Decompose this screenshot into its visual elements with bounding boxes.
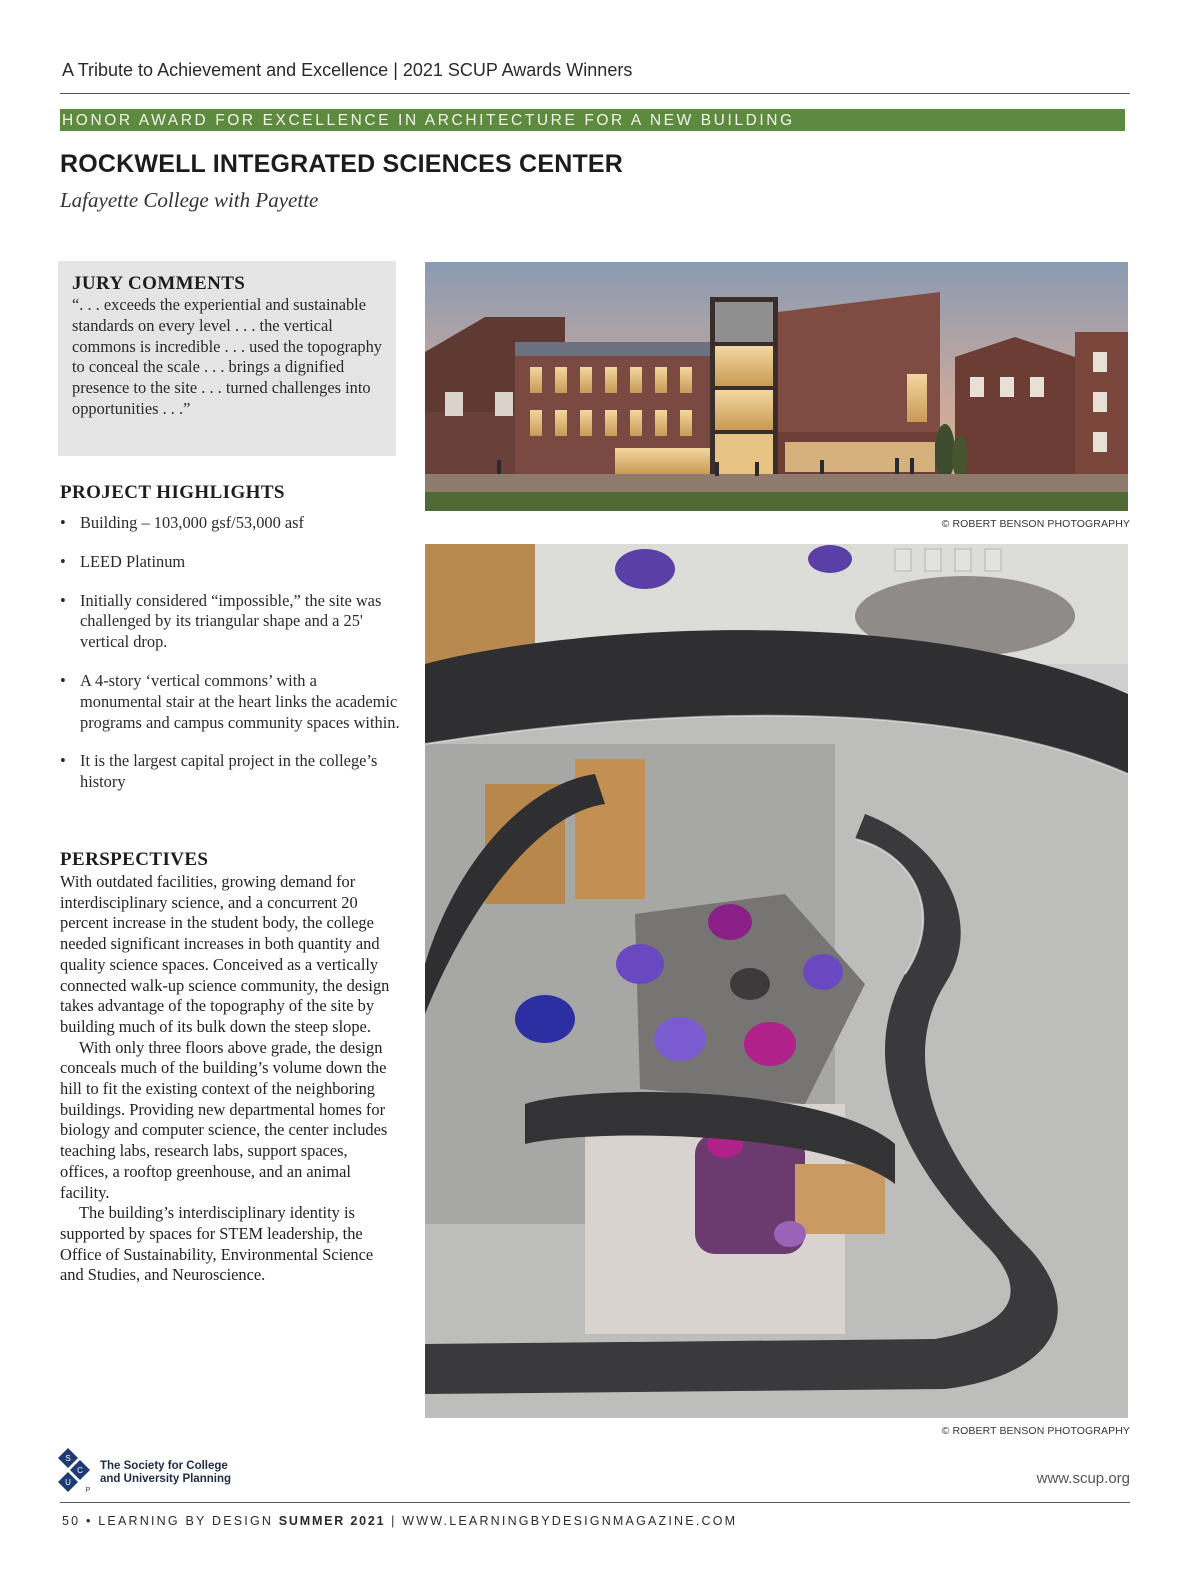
interior-photo-credit: © ROBERT BENSON PHOTOGRAPHY [941, 1425, 1130, 1437]
page-footer [62, 1514, 737, 1528]
list-item [60, 552, 400, 573]
list-item [60, 591, 400, 653]
scup-website-link[interactable]: www.scup.org [1036, 1470, 1130, 1487]
jury-comments-heading: JURY COMMENTS [72, 273, 246, 294]
perspectives-body [60, 872, 400, 1286]
interior-photo-illustration [425, 544, 1128, 1418]
magazine-url-link[interactable]: WWW.LEARNINGBYDESIGNMAGAZINE.COM [402, 1514, 738, 1528]
page-subtitle: Lafayette College with Payette [60, 188, 319, 212]
perspectives-heading: PERSPECTIVES [60, 849, 209, 870]
scup-org-name-line: and University Planning [100, 1473, 231, 1485]
bullet: • [60, 670, 66, 690]
list-item [60, 671, 400, 733]
list-item-text: LEED Platinum [80, 551, 186, 571]
project-highlights-list [60, 513, 400, 811]
bullet: • [60, 590, 66, 610]
list-item-text: It is the largest capital project in the college’s history [80, 751, 378, 792]
scup-logo [58, 1448, 94, 1496]
issue-label: SUMMER 2021 [278, 1514, 386, 1528]
perspectives-paragraph: With only three floors above grade, the design conceals much of the building’s volume down the hill to fit the existing context of the neighboring buildings. Providing new departmental homes for biology and computer science, the center includes teaching labs, research labs, support spaces, offices, a rooftop greenhouse, and an animal facility. [60, 1037, 388, 1202]
project-highlights-heading: PROJECT HIGHLIGHTS [60, 482, 285, 503]
scup-org-name-line: The Society for College [100, 1460, 228, 1472]
list-item-text: Initially considered “impossible,” the site was challenged by its triangular shape and a 25' vertical drop. [80, 590, 382, 652]
magazine-name: LEARNING BY DESIGN [98, 1514, 274, 1528]
award-banner: HONOR AWARD FOR EXCELLENCE IN ARCHITECTURE FOR A NEW BUILDING [60, 109, 1125, 131]
page-title: ROCKWELL INTEGRATED SCIENCES CENTER [60, 150, 624, 178]
scup-logo-mark [58, 1448, 94, 1496]
running-head: A Tribute to Achievement and Excellence | 2021 SCUP Awards Winners [62, 60, 633, 80]
exterior-photo-credit: © ROBERT BENSON PHOTOGRAPHY [941, 518, 1130, 530]
list-item-text: A 4-story ‘vertical commons’ with a monumental stair at the heart links the academic programs and campus community spaces within. [80, 670, 400, 732]
logo-letter: U [65, 1478, 71, 1487]
interior-photo [425, 544, 1128, 1418]
scup-org-name [100, 1460, 231, 1486]
exterior-photo [425, 262, 1128, 511]
footer-pipe: | [391, 1514, 397, 1528]
footer-separator: • [86, 1514, 93, 1528]
bullet: • [60, 551, 66, 571]
logo-letter: P [85, 1487, 91, 1494]
bullet: • [60, 513, 66, 532]
list-item [60, 513, 400, 534]
perspectives-paragraph: The building’s interdisciplinary identity is supported by spaces for STEM leadership, the Office of Sustainability, Environmental Science and Studies, and Neuroscience. [60, 1203, 374, 1285]
header-rule [60, 93, 1130, 94]
jury-comments-box [58, 261, 396, 456]
page-number: 50 [62, 1514, 81, 1528]
exterior-photo-illustration [425, 262, 1128, 511]
list-item-text: Building – 103,000 gsf/53,000 asf [80, 513, 305, 532]
jury-comments-quote: “. . . exceeds the experiential and sustainable standards on every level . . . the vertical commons is incredible . . . used the topography to conceal the scale . . . brings a dignified presence to the site . . . turned challenges into opportunities . . .” [72, 295, 382, 418]
bullet: • [60, 751, 66, 771]
list-item [60, 751, 400, 793]
footer-rule [60, 1502, 1130, 1503]
perspectives-paragraph: With outdated facilities, growing demand for interdisciplinary science, and a concurrent 20 percent increase in the student body, the college needed significant increases in both quantity and quality science spaces. Conceived as a vertically connected walk-up science community, the design takes advantage of the topography of the site by building much of its bulk down the steep slope. [60, 872, 390, 1036]
logo-letter: C [77, 1466, 83, 1475]
logo-letter: S [65, 1454, 71, 1463]
